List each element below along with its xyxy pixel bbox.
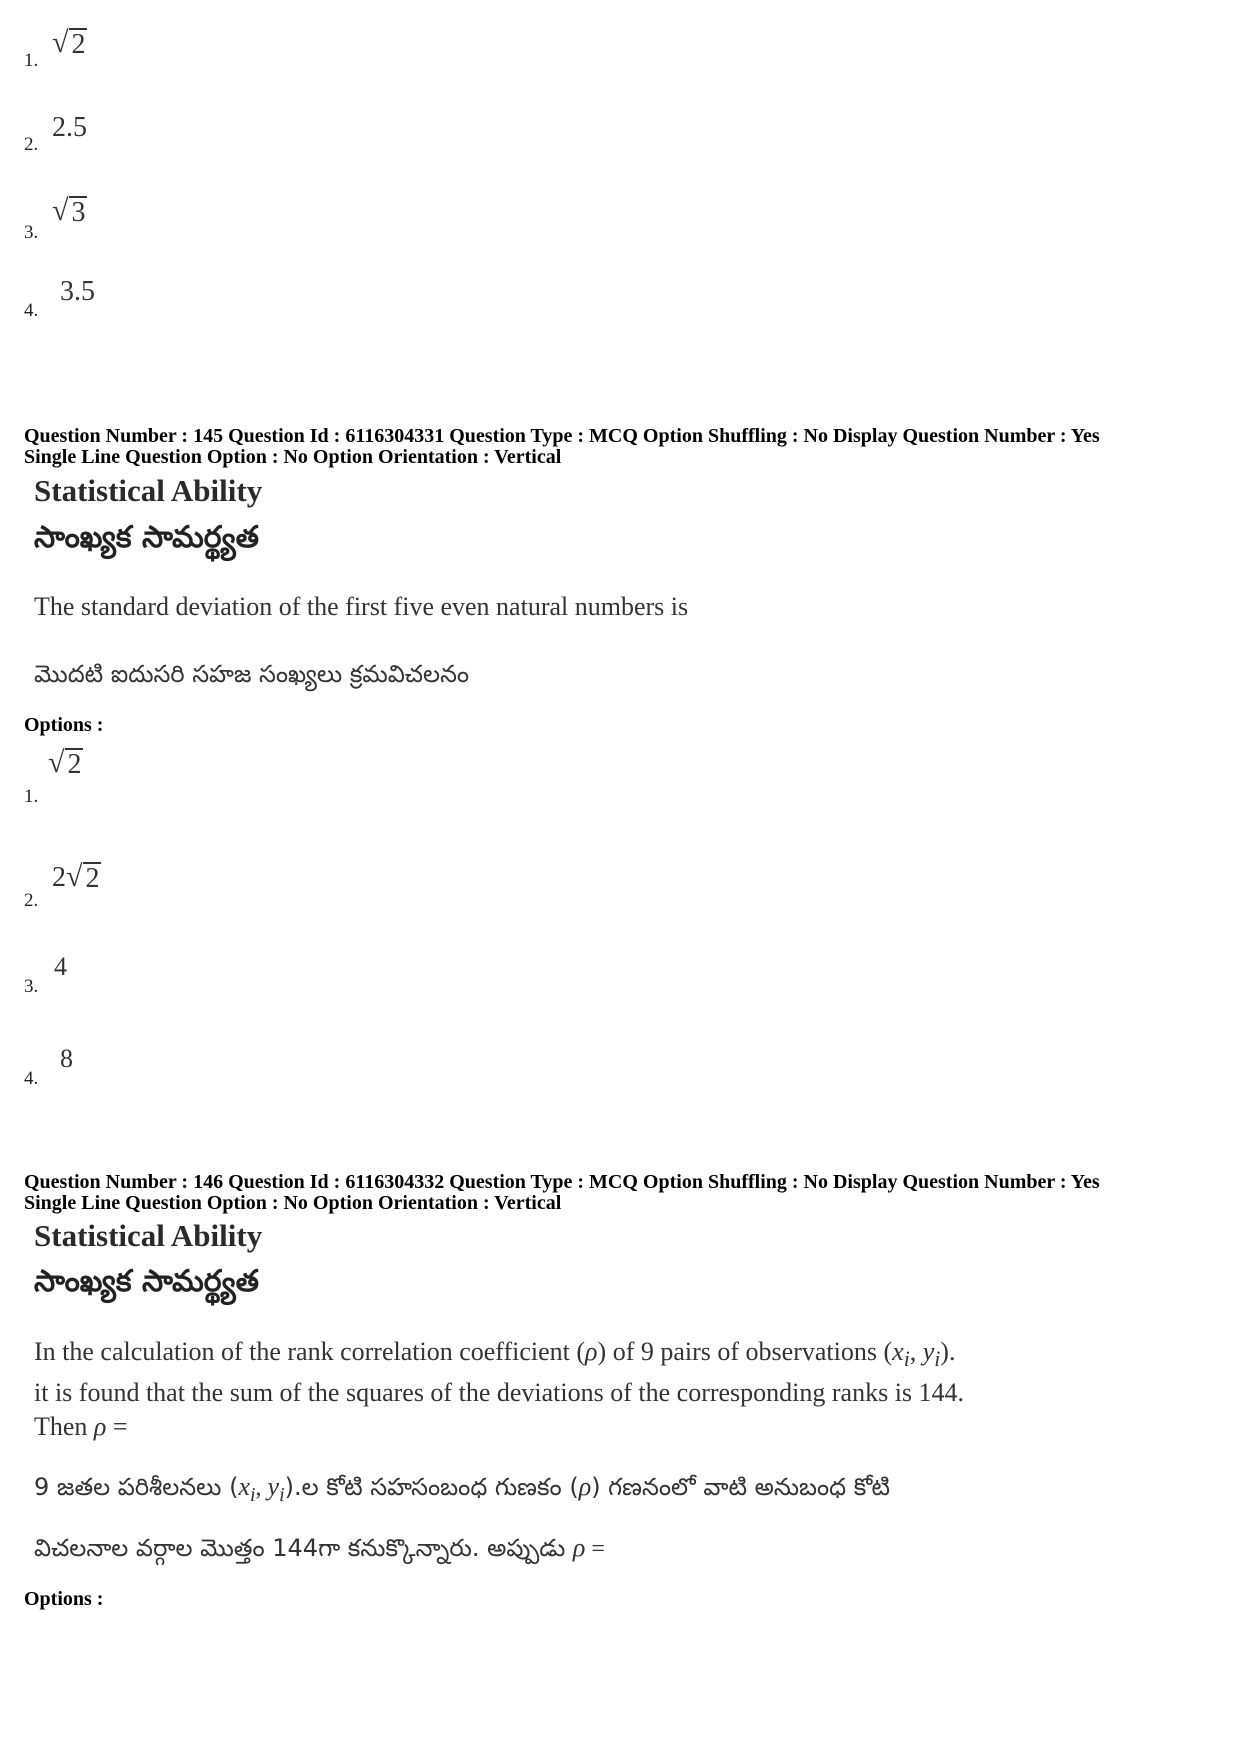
options-label: Options : xyxy=(24,714,104,736)
subject-english: Statistical Ability xyxy=(34,1218,263,1253)
coefficient: 2 xyxy=(52,862,66,893)
option-number: 4. xyxy=(24,1068,39,1089)
radicand: 2 xyxy=(85,863,100,894)
radicand: 2 xyxy=(71,29,86,60)
y-variable: y xyxy=(267,1472,280,1501)
rho-symbol: ρ xyxy=(585,1337,598,1366)
option-value: 3.5 xyxy=(60,276,95,307)
x-variable: x xyxy=(238,1472,250,1501)
subscript-i: i xyxy=(279,1483,285,1506)
meta-line-2: Single Line Question Option : No Option Orientation : Vertical xyxy=(24,446,562,468)
subscript-i: i xyxy=(249,1483,256,1506)
subject-telugu: సాంఖ్యక సామర్థ్యత xyxy=(34,1264,259,1299)
option-number: 2. xyxy=(24,134,39,155)
question-text-telugu-line-2 xyxy=(34,1533,605,1568)
radicand: 3 xyxy=(71,197,86,228)
meta-line-2: Single Line Question Option : No Option Orientation : Vertical xyxy=(24,1192,562,1214)
option-number: 3. xyxy=(24,976,39,997)
question-line-3 xyxy=(34,1410,1214,1444)
question-text-telugu: మొదటి ఐదుసరి సహజ సంఖ్యలు క్రమవిచలనం xyxy=(34,660,470,688)
option-value xyxy=(52,28,87,59)
option-number: 3. xyxy=(24,222,39,243)
rho-symbol: ρ xyxy=(572,1533,586,1562)
question-line-2: it is found that the sum of the squares of the deviations of the corresponding ranks is 144. xyxy=(34,1378,965,1408)
rho-symbol: ρ xyxy=(93,1412,107,1442)
comma: , xyxy=(255,1475,268,1501)
x-variable: x xyxy=(892,1337,904,1366)
sqrt-symbol: √ xyxy=(66,860,83,893)
subject-english: Statistical Ability xyxy=(34,473,263,508)
option-value: 2.5 xyxy=(52,112,87,143)
options-label: Options : xyxy=(24,1588,104,1610)
option-value: 8 xyxy=(60,1044,73,1073)
question-meta xyxy=(24,426,1224,468)
meta-line-1: Question Number : 146 Question Id : 6116304332 Question Type : MCQ Option Shuffling : No Display Question Number : Yes xyxy=(24,1171,1100,1193)
text-segment: 9 జతల పరిశీలనలు ( xyxy=(34,1473,239,1501)
meta-line-1: Question Number : 145 Question Id : 6116304331 Question Type : MCQ Option Shuffling : No Display Question Number : Yes xyxy=(24,425,1100,447)
question-text-english xyxy=(34,1335,1214,1444)
option-value xyxy=(52,862,101,894)
option-number: 1. xyxy=(24,786,39,807)
text-segment: = xyxy=(106,1412,128,1442)
text-segment: ).ల కోటి సహసంబంధ గుణకం ( xyxy=(284,1473,579,1501)
text-segment: ) of 9 pairs of observations ( xyxy=(597,1337,893,1366)
option-value: 4 xyxy=(54,952,67,981)
subject-telugu: సాంఖ్యక సామర్థ్యత xyxy=(34,520,259,555)
rho-symbol: ρ xyxy=(578,1472,592,1501)
question-meta xyxy=(24,1172,1224,1214)
y-variable: y xyxy=(922,1337,935,1366)
sqrt-symbol: √ xyxy=(52,194,69,227)
text-segment: ) గణనంలో వాటి అనుబంధ కోటి xyxy=(591,1473,891,1501)
question-text-telugu-line-1 xyxy=(34,1472,1214,1507)
text-segment: విచలనాల వర్గాల మొత్తం 144గా కనుక్కొన్నారు. అప్పుడు xyxy=(34,1534,573,1562)
subscript-i: i xyxy=(934,1347,941,1372)
text-segment: Then xyxy=(34,1412,94,1442)
subscript-i: i xyxy=(903,1347,910,1372)
option-number: 1. xyxy=(24,50,39,71)
option-value xyxy=(48,748,83,779)
text-segment: ). xyxy=(940,1337,956,1366)
text-segment: = xyxy=(585,1536,605,1562)
option-number: 4. xyxy=(24,300,39,321)
radicand: 2 xyxy=(67,749,82,780)
sqrt-symbol: √ xyxy=(52,26,69,59)
sqrt-symbol: √ xyxy=(48,746,65,779)
question-text-english: The standard deviation of the first five even natural numbers is xyxy=(34,592,689,621)
question-line-1 xyxy=(34,1335,1214,1376)
text-segment: In the calculation of the rank correlation coefficient ( xyxy=(34,1337,586,1366)
comma: , xyxy=(909,1337,923,1366)
option-number: 2. xyxy=(24,890,39,911)
option-value xyxy=(52,196,87,227)
